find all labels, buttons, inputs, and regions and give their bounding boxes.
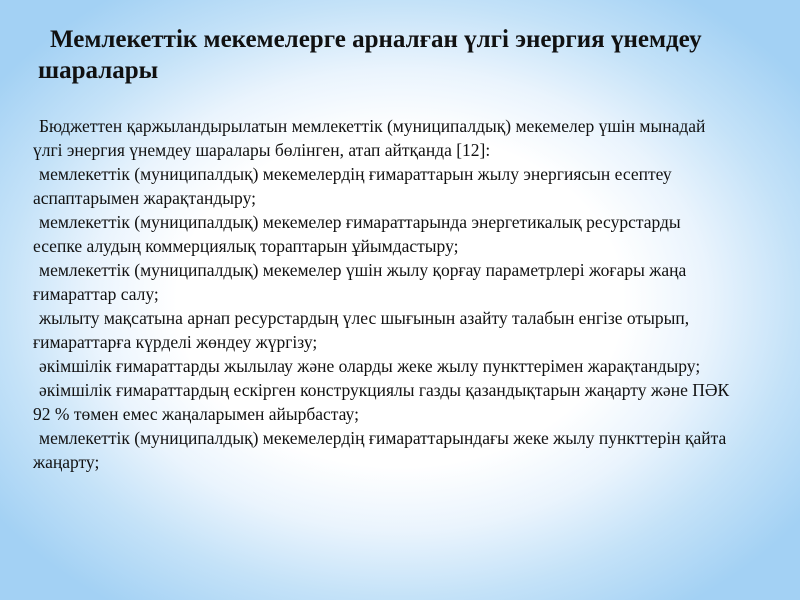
- slide-body: [33, 114, 733, 474]
- intro-paragraph: Бюджеттен қаржыландырылатын мемлекеттік (муниципалдық) мекемелер үшін мынадай үлгі энергия үнемдеу шаралары бөлінген, атап айтқанда [12]:: [33, 116, 706, 160]
- measure-item: жылыту мақсатына арнап ресурстардың үлес шығынын азайту талабын енгізе отырып, ғимараттарға күрделі жөндеу жүргізу;: [33, 308, 690, 352]
- measure-item: әкімшілік ғимараттардың ескірген конструкциялы газды қазандықтарын жаңарту және ПӘК 92 % төмен емес жаңаларымен айырбастау;: [33, 380, 730, 424]
- measure-item: мемлекеттік (муниципалдық) мекемелердің ғимараттарын жылу энергиясын есептеу аспаптарымен жарақтандыру;: [33, 164, 672, 208]
- measure-item: мемлекеттік (муниципалдық) мекемелердің ғимараттарындағы жеке жылу пункттерін қайта жаңарту;: [33, 428, 727, 472]
- measure-item: мемлекеттік (муниципалдық) мекемелер ғимараттарында энергетикалық ресурстарды есепке алудың коммерциялық тораптарын ұйымдастыру;: [33, 212, 681, 256]
- measure-item: әкімшілік ғимараттарды жылылау және оларды жеке жылу пункттерімен жарақтандыру;: [39, 356, 701, 376]
- measure-item: мемлекеттік (муниципалдық) мекемелер үшін жылу қорғау параметрлері жоғары жаңа ғимараттар салу;: [33, 260, 687, 304]
- slide-title: Мемлекеттік мекемелерге арналған үлгі энергия үнемдеу шаралары: [38, 26, 702, 84]
